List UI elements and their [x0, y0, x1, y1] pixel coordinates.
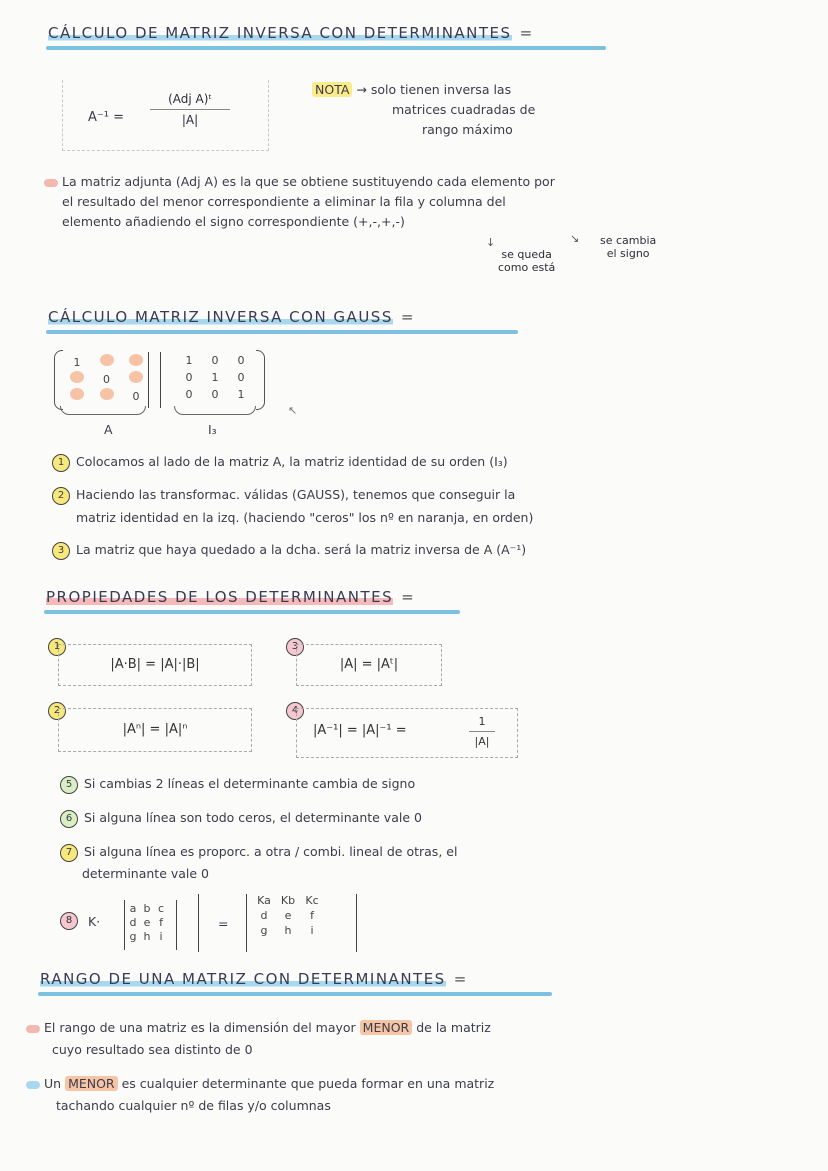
- prop-1-number: 1: [48, 636, 72, 656]
- sign-change: se cambia el signo: [600, 234, 657, 260]
- prop-3: |A| = |Aᵗ|: [296, 644, 442, 686]
- formula-denominator: |A|: [181, 113, 199, 127]
- matrix-a-row: 0: [64, 371, 149, 388]
- nota-arrow: →: [356, 82, 367, 97]
- rule-8-left-det: a b c d e f g h i: [129, 902, 165, 943]
- rule-8-k: K·: [88, 914, 101, 929]
- rule-6: 6 Si alguna línea son todo ceros, el determinante vale 0: [60, 808, 422, 828]
- brace-identity: [174, 406, 256, 415]
- nota-line-2: matrices cuadradas de: [392, 102, 536, 117]
- det-bar: [246, 894, 247, 952]
- gauss-step-3: 3 La matriz que haya quedado a la dcha. será la matriz inversa de A (A⁻¹): [52, 540, 526, 560]
- brace-a: [60, 406, 146, 415]
- augment-divider: [160, 352, 161, 408]
- det-bar: [356, 894, 357, 952]
- gauss-step-1: 1 Colocamos al lado de la matriz A, la matriz identidad de su orden (I₃): [52, 452, 508, 472]
- prop-2: |Aⁿ| = |A|ⁿ: [58, 708, 252, 752]
- bullet-icon: [26, 1025, 40, 1033]
- prop-3-number: 3: [286, 636, 310, 656]
- rule-8-right-det: Ka Kb Kc d e f g h i: [257, 894, 319, 937]
- menor-line-2: tachando cualquier nº de filas y/o columnas: [56, 1098, 331, 1113]
- orange-mark: [129, 354, 143, 366]
- arrow-right-icon: ↘: [570, 232, 580, 245]
- prop-1: |A·B| = |A|·|B|: [58, 644, 252, 686]
- prop-2-number: 2: [48, 700, 72, 720]
- orange-mark: [129, 371, 143, 383]
- arrow-down-icon: ↓: [486, 236, 496, 249]
- bullet-icon: [26, 1081, 40, 1089]
- formula-lhs: A⁻¹ =: [88, 110, 124, 125]
- orange-mark: [70, 371, 84, 383]
- rango-line-2: cuyo resultado sea distinto de 0: [52, 1042, 253, 1057]
- matrix-identity-label: I₃: [208, 422, 217, 437]
- adj-line-3: elemento añadiendo el signo correspondiente (+,-,+,-): [62, 214, 405, 229]
- prop-4-number: 4: [286, 700, 310, 720]
- nota-label: NOTA: [312, 82, 352, 97]
- rule-7-cont: determinante vale 0: [82, 866, 210, 881]
- section1-underline: [46, 46, 606, 50]
- section4-underline: [38, 992, 552, 996]
- nota-line-3: rango máximo: [422, 122, 513, 137]
- adj-line-1: La matriz adjunta (Adj A) es la que se obtiene sustituyendo cada elemento por: [44, 172, 555, 192]
- det-bar: [124, 900, 125, 950]
- formula-numerator: (Adj A)ᵗ: [168, 92, 212, 106]
- formula-fraction: [150, 92, 230, 127]
- rango-line-1: El rango de una matriz es la dimensión del mayor MENOR de la matriz: [26, 1018, 491, 1038]
- orange-mark: [100, 354, 114, 366]
- matrix-a-row: 0: [64, 388, 149, 405]
- augment-divider: [148, 352, 149, 408]
- det-bar: [198, 894, 199, 952]
- matrix-a-row: 1: [64, 354, 149, 371]
- section3-underline: [44, 610, 460, 614]
- prop-4: |A⁻¹| = |A|⁻¹ = 1 |A|: [296, 708, 518, 758]
- section1-title: CÁLCULO DE MATRIZ INVERSA CON DETERMINANTES =: [48, 24, 534, 42]
- orange-mark: [100, 388, 114, 400]
- menor-line-1: Un MENOR es cualquier determinante que pueda formar en una matriz: [26, 1074, 494, 1094]
- rule-8-number: 8: [60, 910, 84, 930]
- section2-underline: [46, 330, 518, 334]
- curved-arrow-icon: ↖: [288, 404, 298, 417]
- section4-title: RANGO DE UNA MATRIZ CON DETERMINANTES =: [40, 970, 468, 988]
- orange-mark: [70, 388, 84, 400]
- nota-block: [312, 80, 511, 100]
- det-bar: [176, 900, 177, 950]
- rule-7: 7 Si alguna línea es proporc. a otra / combi. lineal de otras, el: [60, 842, 457, 862]
- matrix-a: [64, 354, 149, 405]
- sign-keep: se queda como está: [498, 248, 556, 274]
- rule-8-eq: =: [218, 916, 229, 931]
- gauss-step-2: 2 Haciendo las transformac. válidas (GAUSS), tenemos que conseguir la: [52, 485, 515, 505]
- rule-5: 5 Si cambias 2 líneas el determinante cambia de signo: [60, 774, 415, 794]
- prop-4-fraction: 1 |A|: [469, 715, 495, 748]
- section2-title: CÁLCULO MATRIZ INVERSA CON GAUSS =: [48, 308, 415, 326]
- adj-line-2: el resultado del menor correspondiente a eliminar la fila y columna del: [62, 194, 506, 209]
- gauss-step-2-cont: matriz identidad en la izq. (haciendo "ceros" los nº en naranja, en orden): [76, 510, 534, 525]
- matrix-a-label: A: [104, 422, 113, 437]
- matrix-identity: 1 0 0 0 1 0 0 0 1: [185, 354, 245, 401]
- section3-title: PROPIEDADES DE LOS DETERMINANTES =: [46, 588, 416, 606]
- nota-line-1: solo tienen inversa las: [370, 82, 512, 97]
- matrix-right-bracket: [256, 350, 265, 410]
- matrix-left-bracket: [54, 350, 63, 410]
- bullet-icon: [44, 179, 58, 187]
